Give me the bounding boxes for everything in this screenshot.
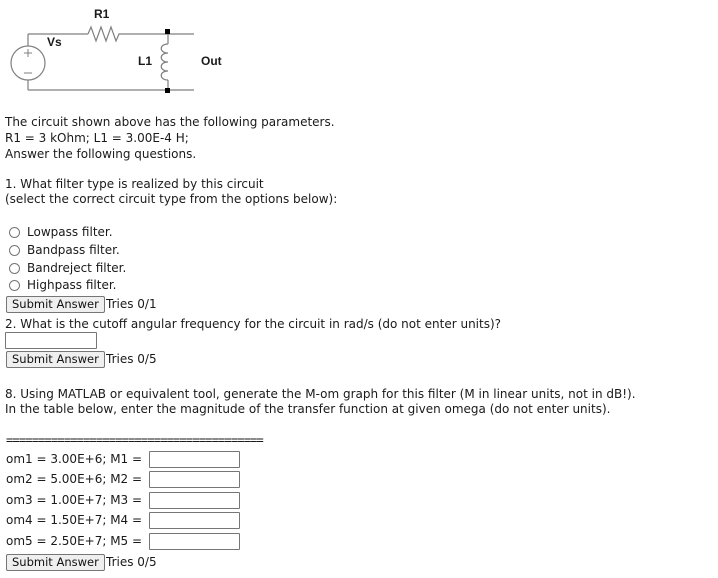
intro-parameters: R1 = 3 kOhm; L1 = 3.00E-4 H; — [5, 131, 189, 145]
q8-question-line-2: In the table below, enter the magnitude of the transfer function at given omega (do not enter units). — [5, 402, 611, 416]
q8-separator: ======================================== — [6, 433, 263, 447]
q8-row-1-label: om1 = 3.00E+6; M1 = — [6, 452, 143, 466]
q8-row-3-label: om3 = 1.00E+7; M3 = — [6, 493, 143, 507]
radio-button[interactable] — [9, 280, 20, 291]
radio-button[interactable] — [9, 245, 20, 256]
q8-m4-input[interactable] — [149, 512, 240, 529]
voltage-source — [11, 46, 45, 80]
q8-question-line-1: 8. Using MATLAB or equivalent tool, generate the M-om graph for this filter (M in linear units, not in dB!). — [5, 387, 636, 401]
q8-m3-input[interactable] — [149, 492, 240, 509]
q8-m2-input[interactable] — [149, 471, 240, 488]
q8-tries: Tries 0/5 — [106, 555, 157, 569]
radio-button[interactable] — [9, 227, 20, 238]
q8-row-2-label: om2 = 5.00E+6; M2 = — [6, 472, 143, 486]
output-node-top — [165, 29, 170, 34]
intro-line-1: The circuit shown above has the following parameters. — [5, 115, 335, 129]
q8-m1-input[interactable] — [149, 451, 240, 468]
q1-option-bandreject[interactable] — [9, 260, 126, 276]
radio-button[interactable] — [9, 263, 20, 274]
intro-line-3: Answer the following questions. — [5, 147, 197, 161]
q8-submit-button[interactable]: Submit Answer — [6, 554, 105, 571]
inductor-l1 — [161, 44, 168, 80]
q2-submit-button[interactable]: Submit Answer — [6, 351, 105, 368]
q8-row-4-label: om4 = 1.50E+7; M4 = — [6, 513, 143, 527]
q2-tries: Tries 0/5 — [106, 352, 157, 366]
q8-row-5-label: om5 = 2.50E+7; M5 = — [6, 534, 143, 548]
q2-question: 2. What is the cutoff angular frequency for the circuit in rad/s (do not enter units)? — [5, 317, 502, 331]
q2-answer-input[interactable] — [5, 332, 97, 349]
resistor-r1 — [88, 27, 122, 41]
q1-instructions: (select the correct circuit type from the options below): — [5, 192, 338, 206]
output-node-bottom — [165, 88, 170, 93]
l1-label: L1 — [138, 54, 153, 68]
out-label: Out — [201, 54, 222, 68]
option-label: Bandpass filter. — [27, 242, 120, 257]
q1-question: 1. What filter type is realized by this circuit — [5, 177, 264, 191]
circuit-diagram — [0, 0, 260, 100]
q1-tries: Tries 0/1 — [106, 297, 157, 311]
vs-label: Vs — [47, 35, 62, 49]
option-label: Highpass filter. — [27, 277, 117, 292]
q1-option-lowpass[interactable] — [9, 224, 113, 240]
q1-option-bandpass[interactable] — [9, 242, 120, 258]
option-label: Bandreject filter. — [27, 260, 127, 275]
q1-submit-button[interactable]: Submit Answer — [6, 296, 105, 313]
option-label: Lowpass filter. — [27, 224, 113, 239]
r1-label: R1 — [94, 7, 110, 21]
q8-m5-input[interactable] — [149, 533, 240, 550]
q1-option-highpass[interactable] — [9, 277, 117, 293]
